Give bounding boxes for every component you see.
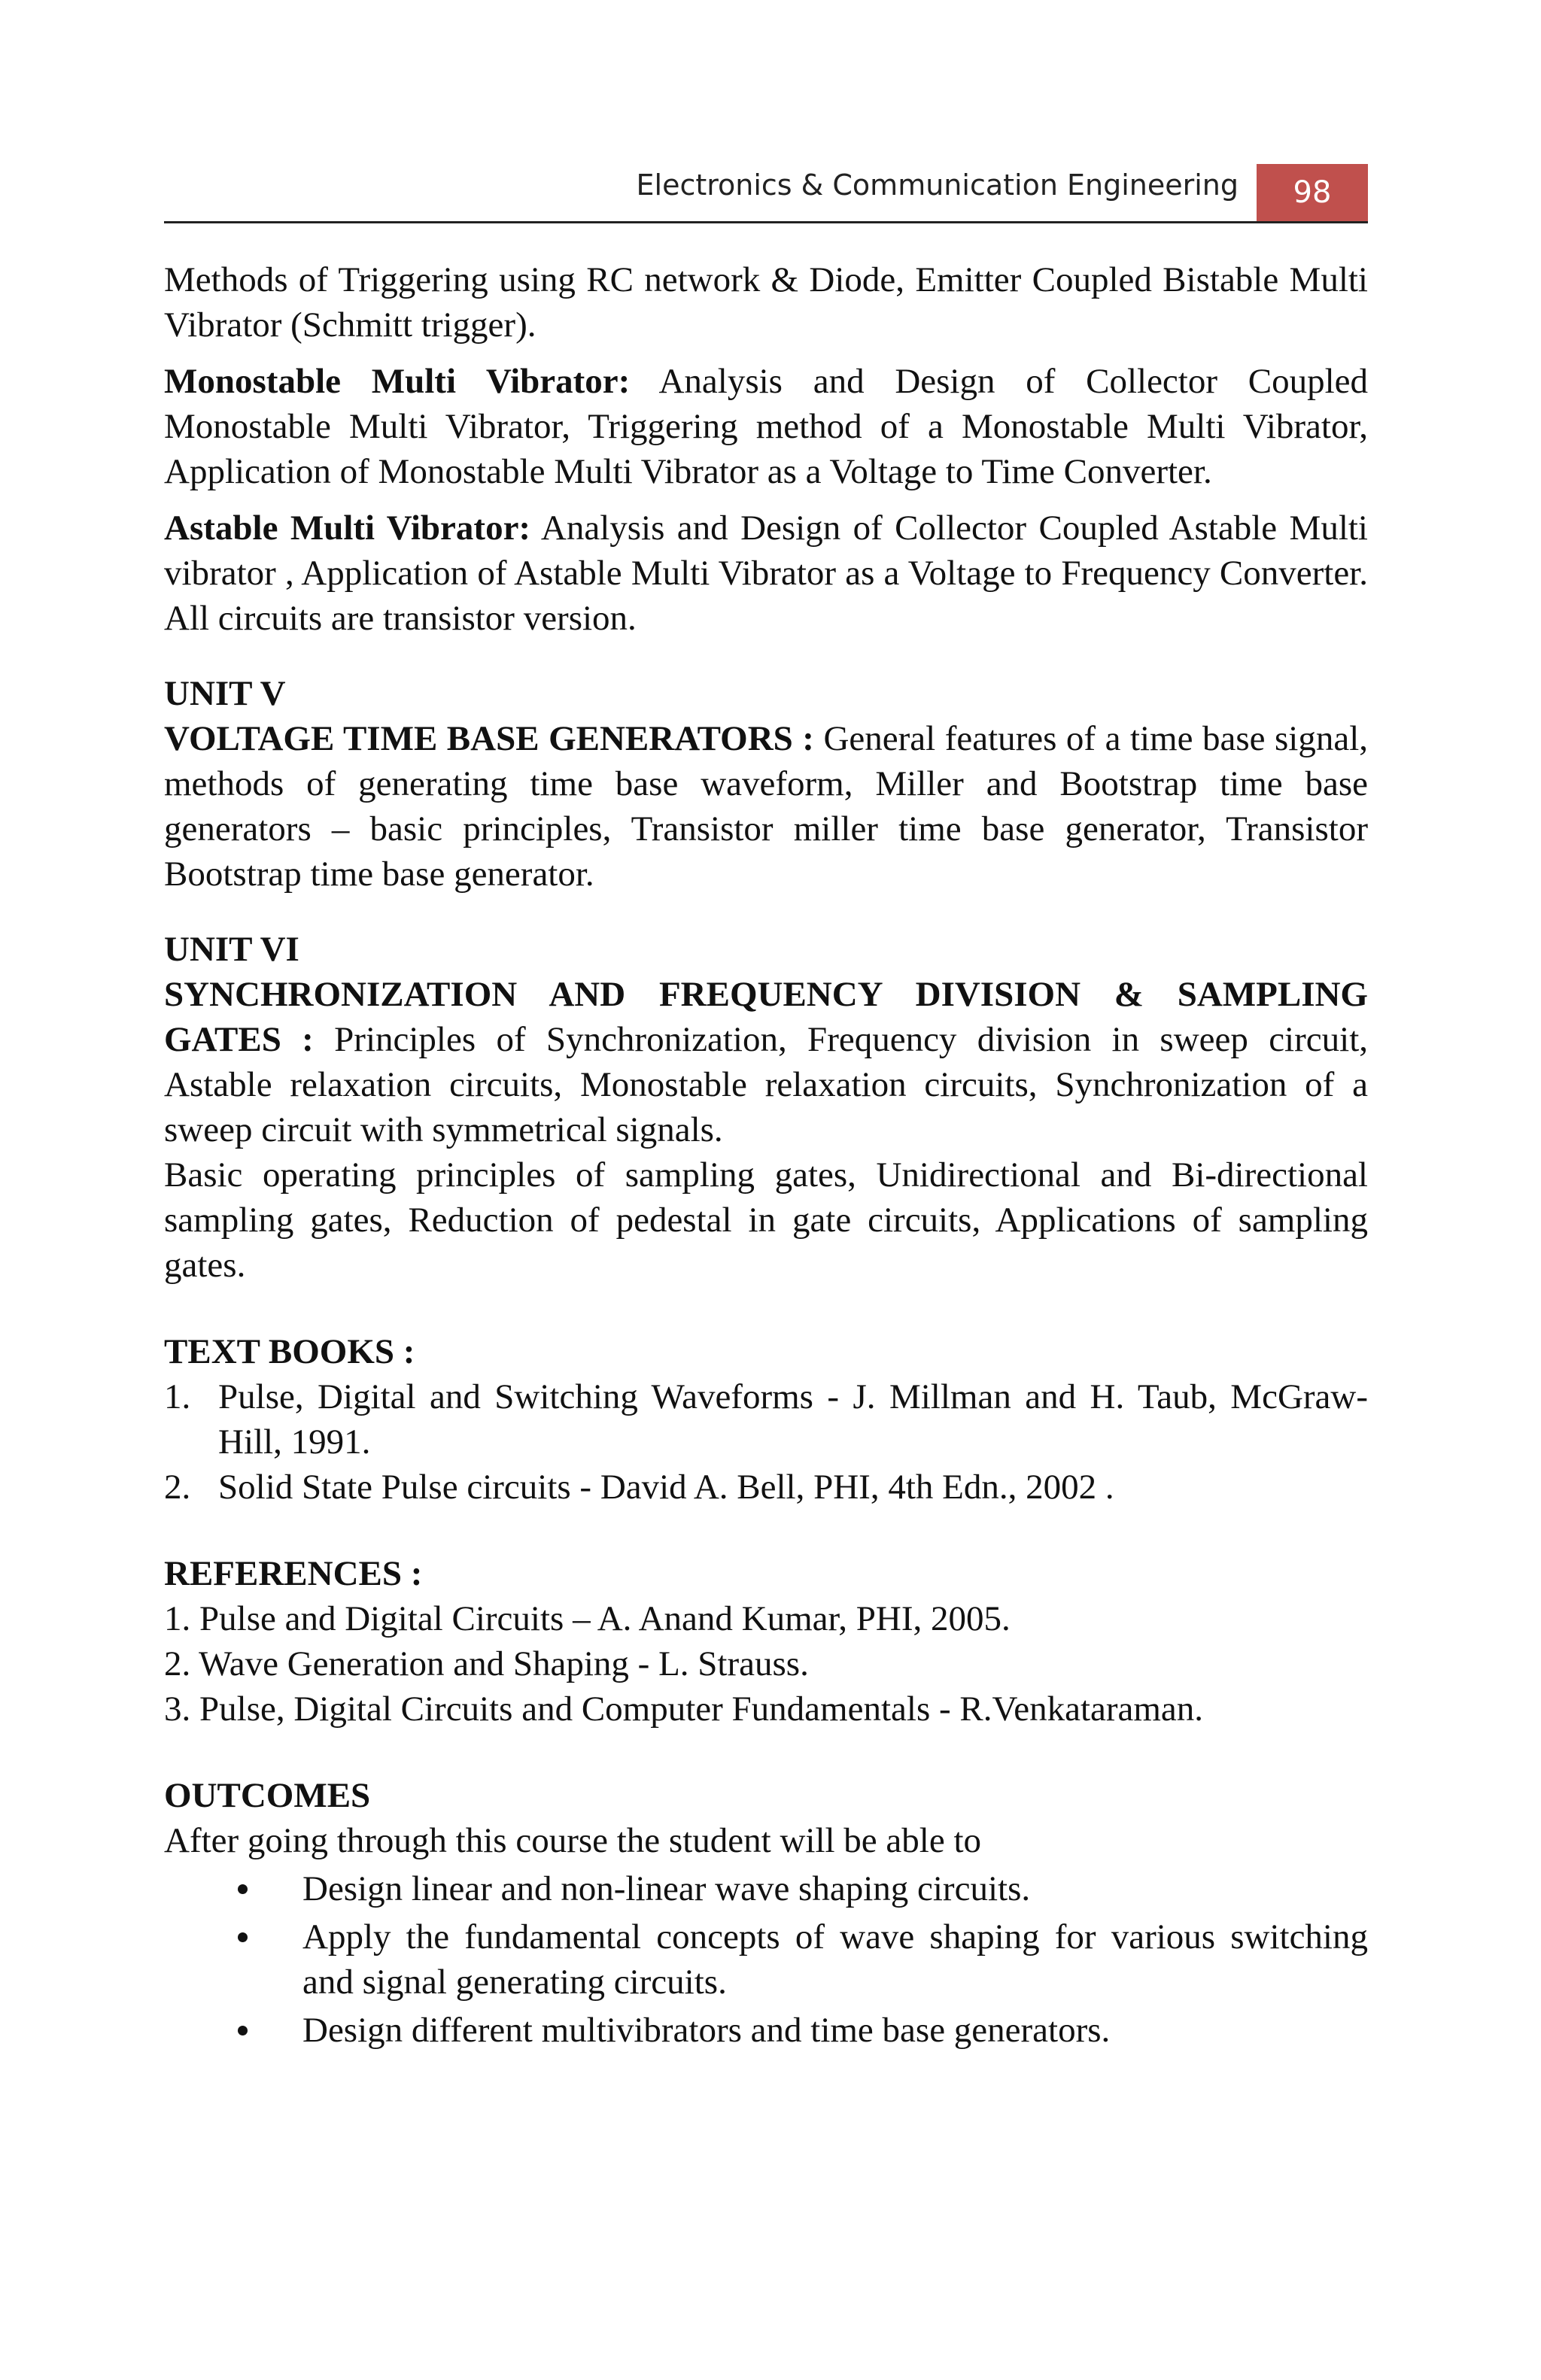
text-book-number: 2. [164,1468,191,1507]
astable-heading: Astable Multi Vibrator: [164,508,531,548]
page-header [164,164,1368,223]
outcome-item [164,1914,1368,2005]
unit-6-label: UNIT VI [164,930,299,969]
monostable-heading: Monostable Multi Vibrator: [164,362,631,401]
reference-item: 1. Pulse and Digital Circuits – A. Anand Kumar, PHI, 2005. [164,1599,1011,1638]
reference-item: 2. Wave Generation and Shaping - L. Strauss. [164,1644,809,1683]
unit-5-paragraph [164,716,1368,897]
unit-5-heading: VOLTAGE TIME BASE GENERATORS : [164,719,814,758]
text-book-number: 1. [164,1377,191,1416]
unit-6-paragraph-2: Basic operating principles of sampling gates, Unidirectional and Bi-directional sampling gates, Reduction of pedestal in gate circuits, Applications of sampling gates. [164,1155,1368,1285]
page-number: 98 [1257,164,1368,221]
text-books-list [164,1374,1368,1510]
outcomes-list [164,1866,1368,2053]
bullet-icon [238,1884,248,1894]
outcome-text: Apply the fundamental concepts of wave shaping for various switching and signal generating circuits. [302,1917,1368,2002]
outcome-text: Design linear and non-linear wave shaping circuits. [302,1869,1031,1908]
astable-text: Analysis and Design of Collector Coupled Astable Multi vibrator , Application of Astable Multi Vibrator as a Voltage to Frequency Converter. All circuits are transistor version. [164,508,1368,638]
text-book-text: Pulse, Digital and Switching Waveforms - J. Millman and H. Taub, McGraw-Hill, 1991. [218,1377,1368,1462]
monostable-text: Analysis and Design of Collector Coupled Monostable Multi Vibrator, Triggering method of a Monostable Multi Vibrator, Application of Monostable Multi Vibrator as a Voltage to Time Converter. [164,362,1369,491]
outcome-item [164,1866,1368,1911]
text-book-item [164,1374,1368,1465]
unit-5-label: UNIT V [164,674,286,713]
intro-paragraph: Methods of Triggering using RC network & Diode, Emitter Coupled Bistable Multi Vibrator (Schmitt trigger). [164,260,1368,345]
bullet-icon [238,1932,248,1942]
header-title: Electronics & Communication Engineering [636,168,1239,202]
astable-paragraph [164,505,1368,641]
outcome-text: Design different multivibrators and time base generators. [302,2011,1111,2050]
text-book-text: Solid State Pulse circuits - David A. Bell, PHI, 4th Edn., 2002 . [218,1468,1114,1507]
bullet-icon [238,2026,248,2035]
reference-item: 3. Pulse, Digital Circuits and Computer Fundamentals - R.Venkataraman. [164,1689,1204,1729]
outcome-item [164,2008,1368,2053]
outcomes-intro: After going through this course the student will be able to [164,1821,982,1860]
unit-5-text: General features of a time base signal, methods of generating time base waveform, Miller and Bootstrap time base generators – basic principles, Transistor miller time base generator, Transistor Bootstrap time base generator. [164,719,1369,894]
unit-6-text: Principles of Synchronization, Frequency division in sweep circuit, Astable relaxation circuits, Monostable relaxation circuits, Synchronization of a sweep circuit with symmetrical signals. [164,1020,1368,1149]
unit-6-paragraph [164,972,1368,1152]
references-heading: REFERENCES : [164,1554,423,1593]
outcomes-heading: OUTCOMES [164,1776,371,1815]
page-body [164,257,1368,2053]
unit-6-heading: SYNCHRONIZATION AND FREQUENCY DIVISION & SAMPLING GATES : [164,975,1368,1059]
text-books-heading: TEXT BOOKS : [164,1332,415,1371]
monostable-paragraph [164,359,1368,494]
text-book-item [164,1465,1368,1510]
